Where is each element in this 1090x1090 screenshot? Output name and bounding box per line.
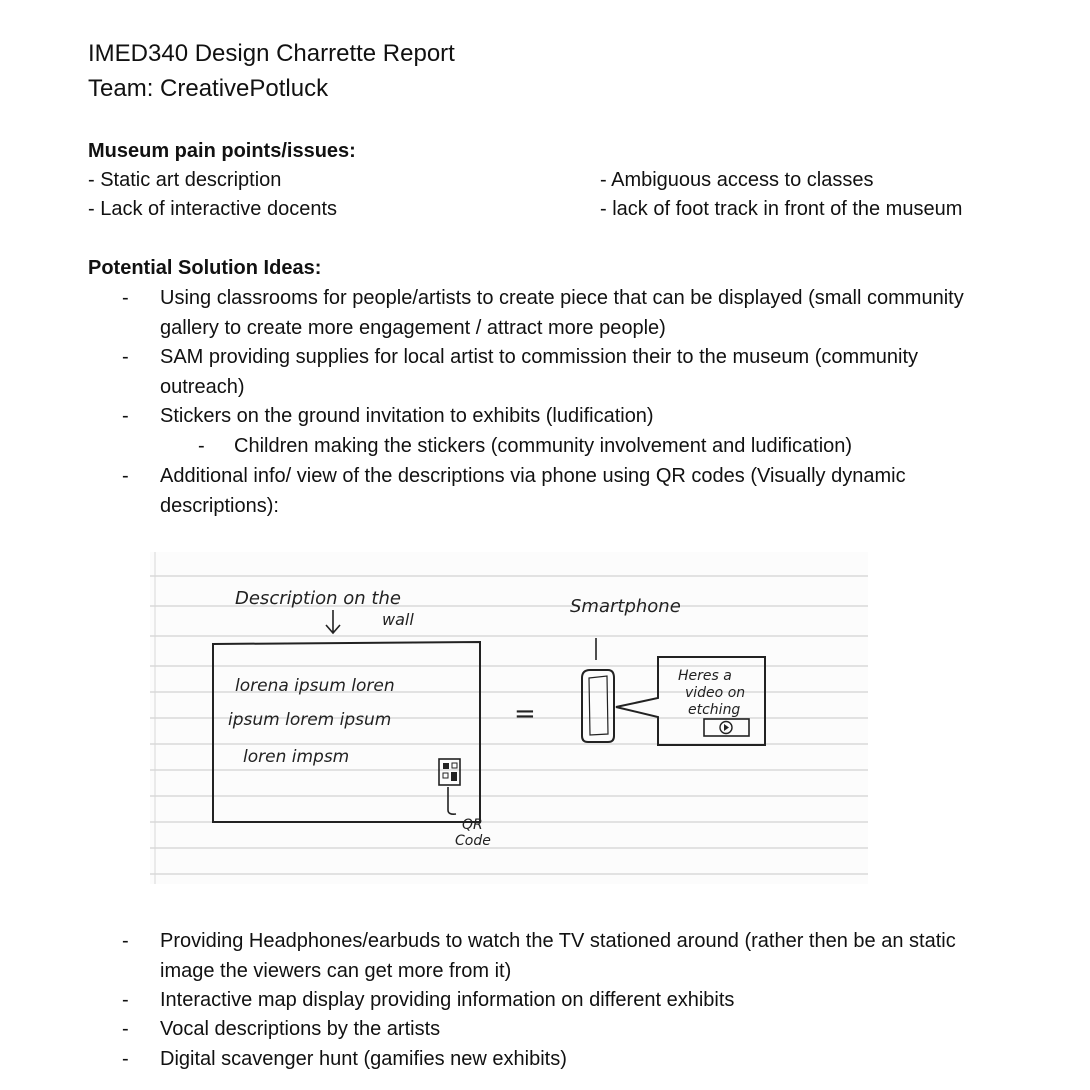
bullet-dash: - bbox=[122, 989, 129, 1011]
bullet-dash: - bbox=[122, 1048, 129, 1070]
list-item-text: Vocal descriptions by the artists bbox=[160, 1018, 441, 1040]
list-item bbox=[88, 284, 1008, 343]
qr-label: QR bbox=[462, 817, 483, 833]
sketch-text-line: ipsum lorem ipsum bbox=[228, 710, 392, 730]
list-item-text: Interactive map display providing information on different exhibits bbox=[160, 989, 735, 1011]
pain-point: - lack of foot track in front of the museum bbox=[600, 198, 963, 220]
list-item bbox=[88, 1015, 1008, 1045]
qr-label: Code bbox=[455, 833, 491, 849]
bullet-dash: - bbox=[122, 405, 129, 427]
bullet-dash: - bbox=[122, 1018, 129, 1040]
list-item-text: Children making the stickers (community involvement and ludification) bbox=[234, 435, 853, 457]
list-item bbox=[88, 986, 1008, 1016]
pain-points-heading: Museum pain points/issues: bbox=[88, 140, 356, 162]
list-item bbox=[88, 927, 1008, 986]
sketch-label-wall: wall bbox=[382, 610, 414, 629]
solutions-heading: Potential Solution Ideas: bbox=[88, 257, 322, 279]
bullet-dash: - bbox=[122, 346, 129, 368]
list-item-text: Using classrooms for people/artists to create piece that can be displayed (small community gallery to create more engagement / attract more people) bbox=[160, 287, 964, 339]
list-item-text: Additional info/ view of the descriptions via phone using QR codes (Visually dynamic descriptions): bbox=[160, 465, 906, 517]
bullet-dash: - bbox=[122, 930, 129, 952]
document-title: IMED340 Design Charrette Report bbox=[88, 40, 455, 67]
sketch-text-line: lorena ipsum loren bbox=[235, 676, 395, 696]
bubble-text: etching bbox=[688, 702, 741, 718]
list-item bbox=[88, 462, 1008, 521]
list-item-text: Providing Headphones/earbuds to watch the TV stationed around (rather then be an static image the viewers can get more from it) bbox=[160, 930, 956, 982]
bubble-text: video on bbox=[685, 685, 746, 701]
list-item-text: Stickers on the ground invitation to exhibits (ludification) bbox=[160, 405, 654, 427]
equals-sign: = bbox=[514, 699, 536, 729]
bubble-text: Heres a bbox=[678, 668, 732, 684]
bullet-dash: - bbox=[122, 465, 129, 487]
pain-point: - Lack of interactive docents bbox=[88, 198, 338, 220]
pain-point: - Ambiguous access to classes bbox=[600, 169, 874, 191]
list-item bbox=[88, 402, 1008, 432]
sketch-text-line: loren impsm bbox=[243, 747, 350, 767]
sketch-label-description: Description on the bbox=[235, 588, 401, 609]
list-item-text: SAM providing supplies for local artist to commission their to the museum (community outreach) bbox=[160, 346, 919, 398]
pain-point: - Static art description bbox=[88, 169, 282, 191]
list-item-nested bbox=[88, 432, 1008, 462]
qr-code-sketch bbox=[150, 552, 868, 884]
list-item-text: Digital scavenger hunt (gamifies new exhibits) bbox=[160, 1048, 567, 1070]
bullet-dash: - bbox=[198, 435, 205, 457]
bullet-dash: - bbox=[122, 287, 129, 309]
team-name: Team: CreativePotluck bbox=[88, 75, 329, 102]
sketch-label-smartphone: Smartphone bbox=[570, 596, 681, 617]
list-item bbox=[88, 1045, 1008, 1075]
list-item bbox=[88, 343, 1008, 402]
